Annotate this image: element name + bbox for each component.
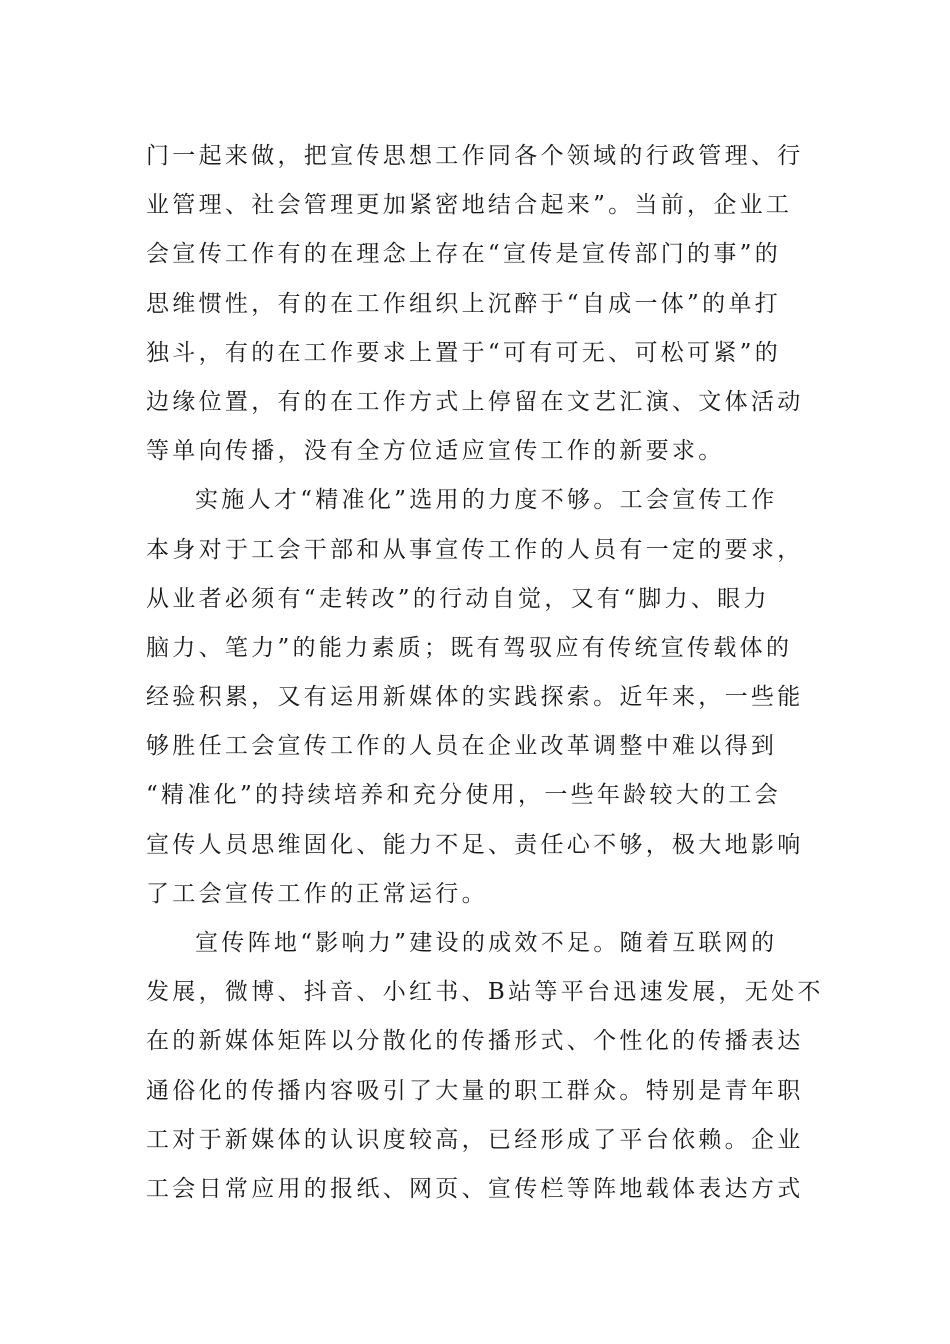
paragraph-first-line: 实施人才“精准化”选用的力度不够。工会宣传工作 bbox=[195, 487, 778, 514]
text-line: 从业者必须有“走转改”的行动自觉，又有“脚力、眼力 bbox=[146, 585, 770, 612]
text-line: 在的新媒体矩阵以分散化的传播形式、个性化的传播表达 bbox=[146, 1028, 804, 1055]
text-line: 工会日常应用的报纸、网页、宣传栏等阵地载体表达方式 bbox=[146, 1175, 804, 1202]
paragraph-first-line: 宣传阵地“影响力”建设的成效不足。随着互联网的 bbox=[195, 930, 778, 956]
text-line: 宣传人员思维固化、能力不足、责任心不够，极大地影响 bbox=[146, 831, 804, 858]
body-text bbox=[146, 132, 824, 1214]
text-line: 发展，微博、抖音、小红书、B站等平台迅速发展，无处不 bbox=[146, 979, 824, 1006]
text-line: 了工会宣传工作的正常运行。 bbox=[146, 880, 488, 907]
text-line: 独斗，有的在工作要求上置于“可有可无、可松可紧”的 bbox=[146, 339, 782, 366]
text-line: 工对于新媒体的认识度较高，已经形成了平台依赖。企业 bbox=[146, 1126, 804, 1153]
text-line: 本身对于工会干部和从事宣传工作的人员有一定的要求， bbox=[146, 536, 804, 563]
text-line: 门一起来做，把宣传思想工作同各个领域的行政管理、行 bbox=[146, 143, 804, 169]
text-line: 等单向传播，没有全方位适应宣传工作的新要求。 bbox=[146, 438, 725, 465]
text-line: “精准化”的持续培养和充分使用，一些年龄较大的工会 bbox=[146, 782, 782, 809]
text-line: 会宣传工作有的在理念上存在“宣传是宣传部门的事”的 bbox=[146, 241, 782, 268]
text-line: 思维惯性，有的在工作组织上沉醉于“自成一体”的单打 bbox=[146, 290, 782, 317]
text-line: 够胜任工会宣传工作的人员在企业改革调整中难以得到 bbox=[146, 733, 778, 760]
text-line: 业管理、社会管理更加紧密地结合起来”。当前，企业工 bbox=[146, 192, 793, 219]
text-line: 通俗化的传播内容吸引了大量的职工群众。特别是青年职 bbox=[146, 1077, 804, 1104]
text-line: 边缘位置，有的在工作方式上停留在文艺汇演、文体活动 bbox=[146, 388, 804, 415]
text-line: 脑力、笔力”的能力素质；既有驾驭应有传统宣传载体的 bbox=[146, 634, 793, 661]
text-line: 经验积累，又有运用新媒体的实践探索。近年来，一些能 bbox=[146, 684, 804, 711]
